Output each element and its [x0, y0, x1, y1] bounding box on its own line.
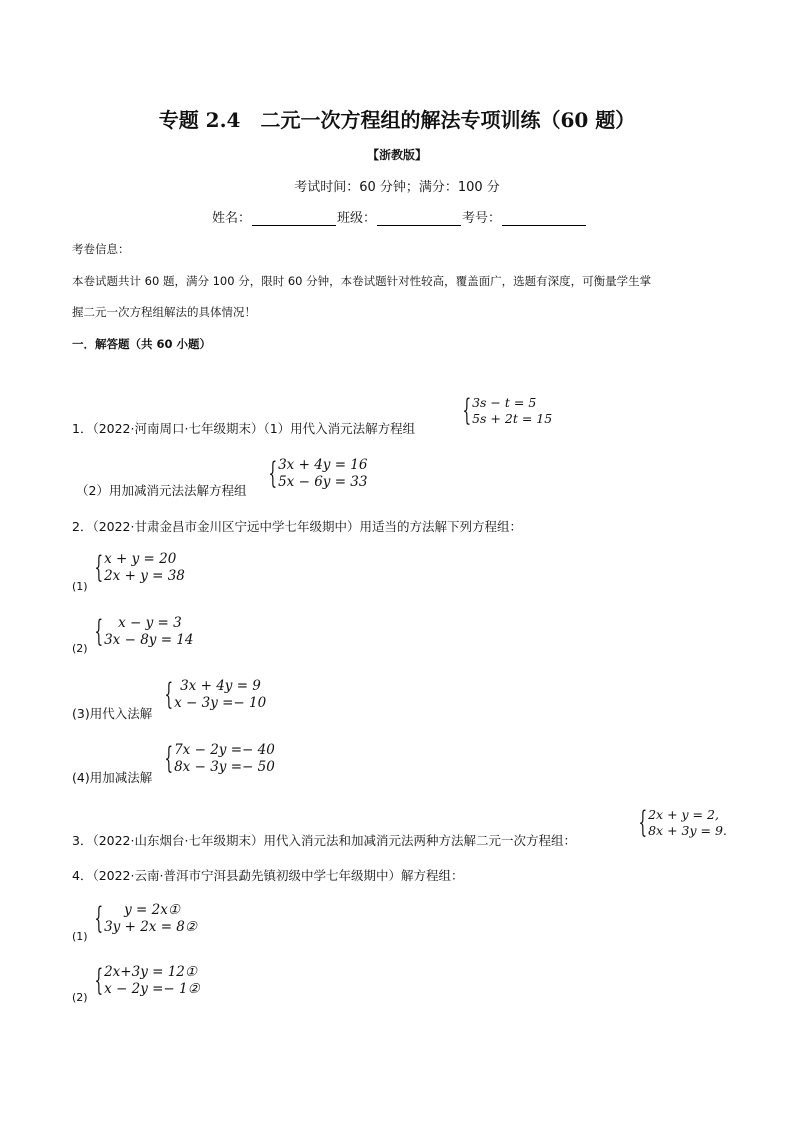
question-4-part-1-label: (1) [72, 930, 88, 943]
equation: 7x − 2y =− 40 [174, 742, 275, 758]
exam-info: 考试时间：60 分钟；满分：100 分 [294, 180, 500, 195]
question-4-text: 4．（2022·云南·普洱市宁洱县勐先镇初级中学七年级期中）解方程组： [72, 868, 464, 883]
equation: 8x + 3y = 9. [648, 822, 727, 838]
equation: 8x − 3y =− 50 [174, 759, 275, 775]
brace-icon: { [164, 741, 174, 776]
id-blank[interactable] [502, 211, 586, 226]
equation: 3x + 4y = 9 [180, 678, 261, 694]
question-3-system [628, 804, 727, 840]
question-2-part-3-label: (3)用代入法解 [72, 706, 153, 721]
brace-icon: { [462, 392, 472, 428]
edition-label: 【浙教版】 [366, 148, 427, 162]
equation: 5s + 2t = 15 [472, 410, 553, 426]
equation: 2x+3y = 12① [104, 964, 197, 980]
info-heading: 考卷信息： [72, 242, 130, 256]
name-blank[interactable] [252, 211, 336, 226]
question-2-part-1-system [84, 551, 185, 585]
question-4-part-2-label: (2) [72, 991, 88, 1004]
student-fields [212, 207, 587, 226]
equation: x − 3y =− 10 [174, 695, 267, 711]
equation: 3x + 4y = 16 [278, 457, 368, 473]
id-label: 考号： [462, 211, 502, 226]
document-title: 专题 2.4 二元一次方程组的解法专项训练（60 题） [158, 108, 636, 132]
class-label: 班级： [337, 211, 377, 226]
equation: x − y = 3 [118, 615, 182, 631]
equation: 5x − 6y = 33 [278, 474, 368, 490]
question-2-part-1-label: (1) [72, 580, 88, 593]
question-2-part-4-label: (4)用加减法解 [72, 770, 153, 785]
equation: x − 2y =− 1② [104, 981, 200, 997]
question-1-system-2 [258, 457, 367, 491]
equation: 2x + y = 38 [104, 568, 185, 584]
equation: 2x + y = 2, [648, 807, 719, 822]
brace-icon: { [94, 963, 104, 998]
brace-icon: { [94, 550, 104, 585]
question-1-part-2: （2）用加减消元法法解方程组 [76, 483, 247, 498]
question-2-part-4-system [154, 742, 275, 776]
brace-icon: { [164, 677, 174, 712]
question-4-part-1-system [84, 902, 197, 936]
equation: x + y = 20 [104, 551, 177, 567]
brace-icon: { [94, 901, 104, 936]
question-2-part-2-label: (2) [72, 642, 88, 655]
name-label: 姓名： [212, 211, 252, 226]
question-1-text: 1．（2022·河南周口·七年级期末）（1）用代入消元法解方程组 [72, 421, 416, 436]
equation: 3y + 2x = 8② [104, 919, 197, 935]
info-line-2: 握二元一次方程组解法的具体情况！ [72, 305, 256, 319]
question-2-text: 2．（2022·甘肃金昌市金川区宁远中学七年级期中）用适当的方法解下列方程组： [72, 519, 522, 534]
question-4-part-2-system [84, 964, 200, 998]
question-3-text: 3．（2022·山东烟台·七年级期末）用代入消元法和加减消元法两种方法解二元一次方程组： [72, 833, 576, 848]
brace-icon: { [268, 456, 278, 491]
question-1-system-1 [452, 392, 553, 428]
equation: 3x − 8y = 14 [104, 632, 194, 648]
class-blank[interactable] [377, 211, 461, 226]
question-2-part-2-system [84, 615, 193, 649]
section-title: 一．解答题（共 60 小题） [72, 337, 212, 351]
brace-icon: { [638, 804, 648, 840]
equation: y = 2x① [124, 902, 180, 918]
equation: 3s − t = 5 [472, 395, 537, 410]
question-2-part-3-system [154, 678, 266, 712]
brace-icon: { [94, 614, 104, 649]
info-line-1: 本卷试题共计 60 题，满分 100 分，限时 60 分钟，本卷试题针对性较高，覆盖面广，选题有深度，可衡量学生掌 [72, 274, 652, 288]
